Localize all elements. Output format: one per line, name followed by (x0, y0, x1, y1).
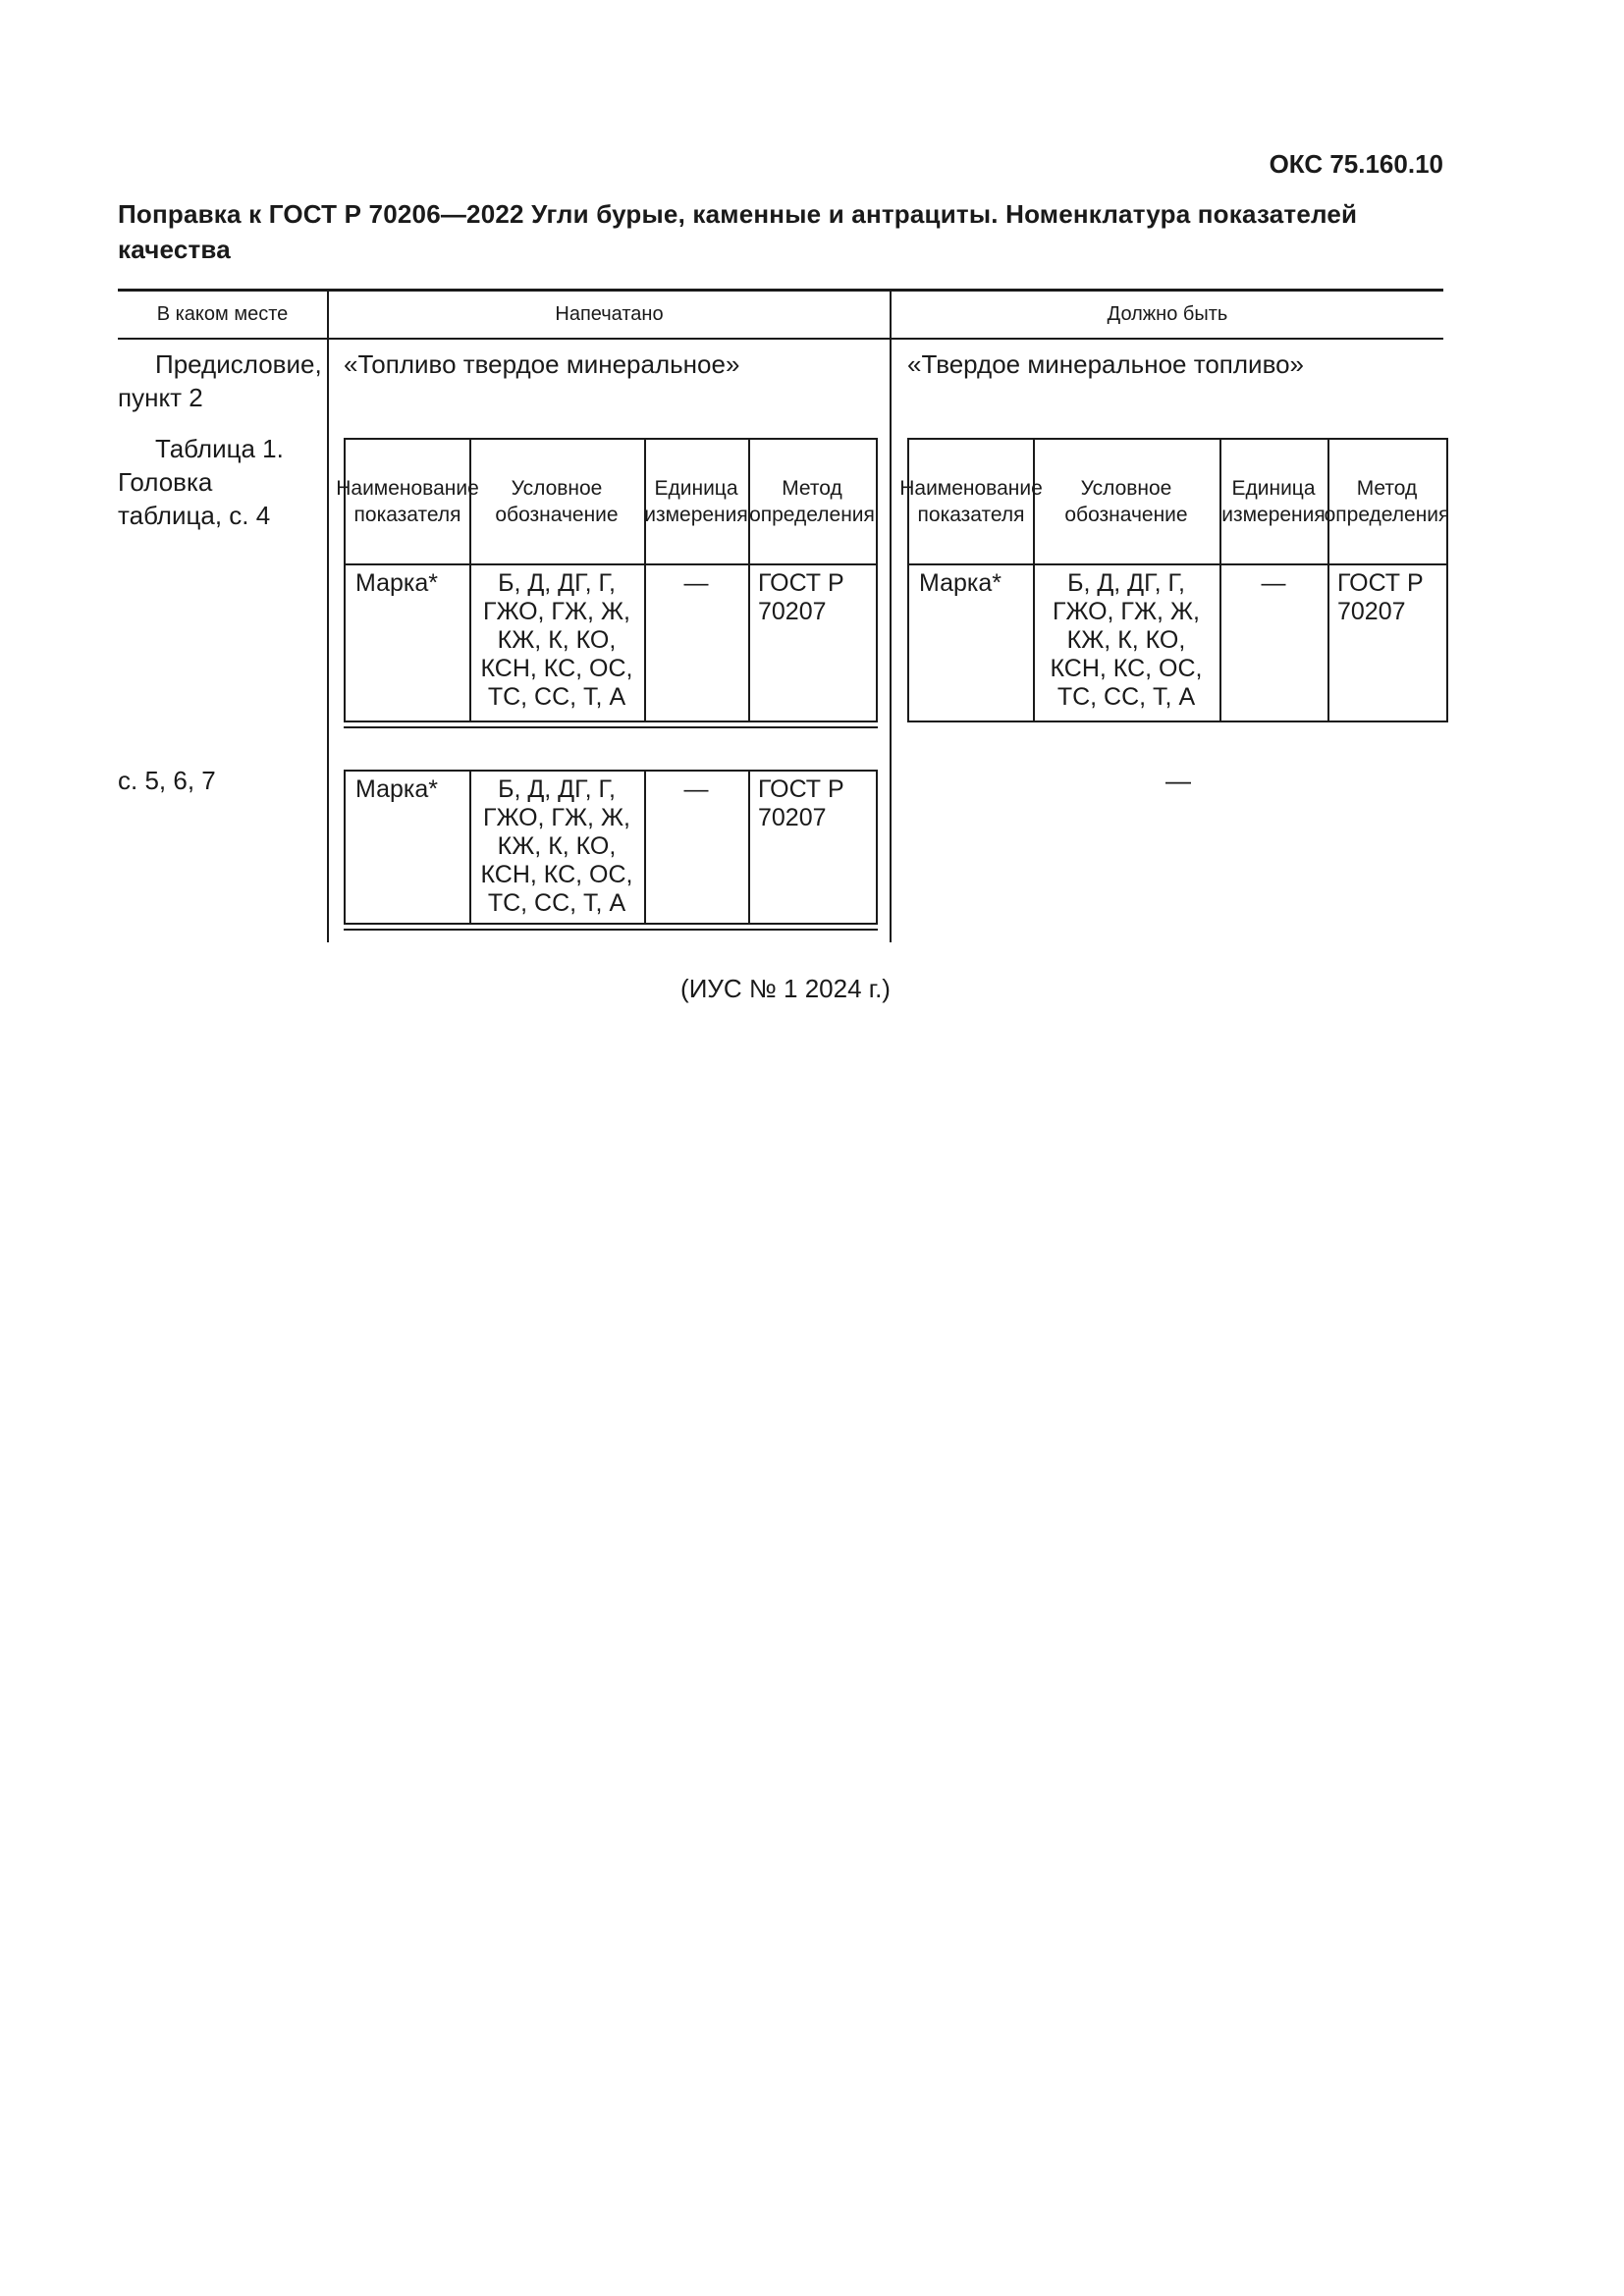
row-location: Таблица 1. Головка таблица, с. 4 (118, 434, 284, 530)
footer-issue: (ИУС № 1 2024 г.) (680, 974, 891, 1003)
column-divider (890, 291, 892, 942)
mini-cell-symbol: Б, Д, ДГ, Г, ГЖО, ГЖ, Ж, КЖ, К, КО, КСН, КС, ОС, ТС, СС, Т, А (1050, 569, 1203, 711)
mini-cell-name: Марка* (355, 775, 439, 803)
mini-cell-name: Марка* (355, 569, 439, 597)
column-divider (327, 291, 329, 942)
document-title: Поправка к ГОСТ Р 70206—2022 Угли бурые, каменные и антрациты. Номенклатура показателей качества (118, 199, 1358, 264)
mini-cell-symbol: Б, Д, ДГ, Г, ГЖО, ГЖ, Ж, КЖ, К, КО, КСН, КС, ОС, ТС, СС, Т, А (480, 569, 633, 711)
mini-header-name: Наименование показателя (899, 477, 1043, 526)
printed-table-body (344, 770, 878, 925)
table-double-rule (344, 726, 878, 728)
correct-text: «Твердое минеральное топливо» (907, 349, 1305, 379)
mini-header-unit: Единица измерения (1221, 477, 1326, 526)
table-header-rule (118, 338, 1443, 340)
mini-cell-unit: — (683, 775, 709, 803)
mini-header-method: Метод определения (749, 477, 875, 526)
column-header-should-be: Должно быть (1107, 303, 1228, 325)
row-location: Предисловие, пункт 2 (118, 349, 322, 412)
mini-header-unit: Единица измерения (644, 477, 748, 526)
mini-cell-unit: — (1261, 569, 1286, 597)
no-correction-dash: — (1165, 766, 1191, 795)
mini-cell-method: ГОСТ Р 70207 (758, 569, 844, 625)
mini-header-name: Наименование показателя (336, 477, 479, 526)
column-header-printed: Напечатано (555, 303, 664, 325)
mini-cell-symbol: Б, Д, ДГ, Г, ГЖО, ГЖ, Ж, КЖ, К, КО, КСН, КС, ОС, ТС, СС, Т, А (480, 775, 633, 917)
mini-cell-unit: — (683, 569, 709, 597)
printed-text: «Топливо твердое минеральное» (344, 349, 740, 379)
printed-table (336, 438, 878, 722)
column-header-where: В каком месте (156, 303, 289, 325)
mini-header-method: Метод определения (1324, 477, 1450, 526)
mini-cell-method: ГОСТ Р 70207 (1337, 569, 1424, 625)
mini-header-symbol: Условное обозначение (495, 477, 619, 526)
mini-cell-name: Марка* (919, 569, 1002, 597)
mini-cell-method: ГОСТ Р 70207 (758, 775, 844, 831)
row-location: с. 5, 6, 7 (118, 766, 216, 795)
oks-code: ОКС 75.160.10 (1269, 149, 1443, 179)
mini-header-symbol: Условное обозначение (1064, 477, 1188, 526)
table-double-rule (344, 929, 878, 931)
corrected-table (899, 438, 1450, 722)
